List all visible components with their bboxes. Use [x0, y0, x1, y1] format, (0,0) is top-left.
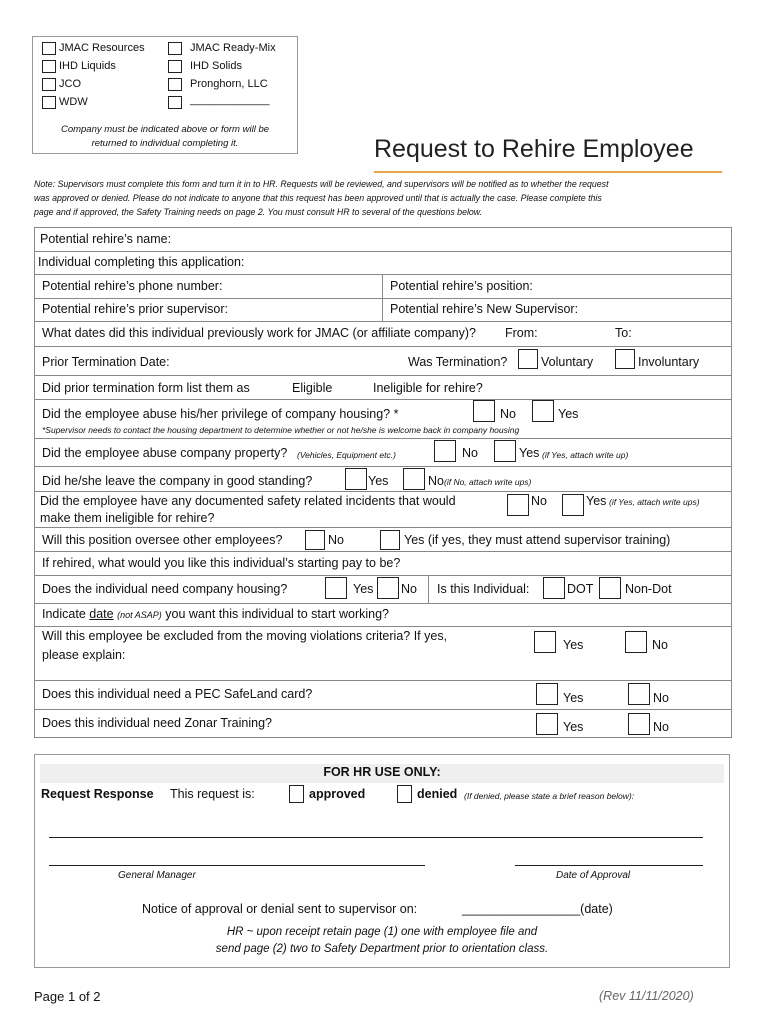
page-title: Request to Rehire Employee: [374, 135, 694, 163]
zonar-question: Does this individual need Zonar Training?: [42, 716, 272, 730]
checkbox-zonar-yes[interactable]: [536, 713, 558, 735]
yes-label: Yes: [519, 446, 540, 460]
position-field[interactable]: Potential rehire’s position:: [390, 279, 533, 293]
hr-footer-note: HR ~ upon receipt retain page (1) one with employee file and: [226, 926, 538, 938]
termination-date-field[interactable]: Prior Termination Date:: [42, 355, 170, 369]
voluntary-label: Voluntary: [541, 355, 594, 369]
company-label: JMAC Resources: [59, 42, 145, 54]
company-label: IHD Liquids: [59, 60, 116, 72]
safety-question: Did the employee have any documented safety related incidents that would: [40, 494, 456, 508]
yes-attach-ups-hint: (if Yes, attach write ups): [609, 497, 700, 507]
yes-label: Yes: [563, 638, 584, 652]
dot-label: DOT: [567, 582, 594, 596]
hr-footer-note: send page (2) two to Safety Department prior to orientation class.: [215, 943, 549, 955]
starting-pay-field[interactable]: If rehired, what would you like this individual’s starting pay to be?: [42, 556, 401, 570]
term-form-question: Did prior termination form list them as: [42, 381, 250, 395]
property-hint: (Vehicles, Equipment etc.): [297, 450, 396, 460]
not-asap-hint: (not ASAP): [117, 610, 162, 620]
need-housing-question: Does the individual need company housing?: [42, 582, 288, 596]
checkbox-zonar-no[interactable]: [628, 713, 650, 735]
note-text: page and if approved, the Safety Training needs on page 2. You must consult HR to several of the questions below.: [34, 207, 483, 217]
checkbox-safety-no[interactable]: [507, 494, 529, 516]
denied-label: denied: [417, 787, 458, 801]
involuntary-label: Involuntary: [638, 355, 700, 369]
checkbox-housing-no[interactable]: [473, 400, 495, 422]
checkbox-safety-yes[interactable]: [562, 494, 584, 516]
notice-date-field[interactable]: _________________(date): [462, 902, 613, 916]
yes-label: Yes: [558, 407, 579, 421]
oversee-question: Will this position oversee other employees?: [42, 533, 283, 547]
note-text: was approved or denied. Please do not indicate to anyone that this request has been approved until that is actually the case. Please complete this: [34, 193, 602, 203]
checkbox-need-housing-no[interactable]: [377, 577, 399, 599]
checkbox-moving-no[interactable]: [625, 631, 647, 653]
reason-line[interactable]: [49, 837, 703, 838]
eligible-option[interactable]: Eligible: [292, 381, 333, 395]
checkbox-jmac-ready-mix[interactable]: [168, 42, 182, 55]
prior-supervisor-field[interactable]: Potential rehire’s prior supervisor:: [42, 302, 228, 316]
company-label: JMAC Ready-Mix: [190, 42, 276, 54]
checkbox-ihd-solids[interactable]: [168, 60, 182, 73]
no-label: No: [462, 446, 478, 460]
revision-date: (Rev 11/11/2020): [599, 989, 694, 1003]
checkbox-standing-yes[interactable]: [345, 468, 367, 490]
moving-violations-question: Will this employee be excluded from the moving violations criteria? If yes,: [42, 629, 448, 643]
yes-label: Yes: [563, 720, 584, 734]
checkbox-oversee-no[interactable]: [305, 530, 325, 550]
ineligible-option[interactable]: Ineligible for rehire?: [373, 381, 483, 395]
yes-label: Yes: [368, 474, 389, 488]
no-label: No: [428, 474, 444, 488]
start-date-question: [42, 607, 389, 621]
checkbox-pec-no[interactable]: [628, 683, 650, 705]
checkbox-ihd-liquids[interactable]: [42, 60, 56, 73]
was-termination-label: Was Termination?: [408, 355, 508, 369]
company-label: Pronghorn, LLC: [190, 78, 268, 90]
property-abuse-question: Did the employee abuse company property?: [42, 446, 288, 460]
checkbox-non-dot[interactable]: [599, 577, 621, 599]
checkbox-wdw[interactable]: [42, 96, 56, 109]
yes-label: Yes: [353, 582, 374, 596]
no-label: No: [653, 720, 669, 734]
no-label: No: [531, 494, 547, 508]
yes-attach-hint: (if Yes, attach write up): [542, 450, 629, 460]
company-label: IHD Solids: [190, 60, 242, 72]
checkbox-denied[interactable]: [397, 785, 412, 803]
company-label: WDW: [59, 96, 88, 108]
no-label: No: [653, 691, 669, 705]
oversee-yes-label: Yes (if yes, they must attend supervisor training): [404, 533, 671, 547]
pec-question: Does this individual need a PEC SafeLand card?: [42, 687, 313, 701]
checkbox-dot[interactable]: [543, 577, 565, 599]
is-individual-label: Is this Individual:: [437, 582, 530, 596]
completing-field[interactable]: Individual completing this application:: [38, 255, 245, 269]
checkbox-need-housing-yes[interactable]: [325, 577, 347, 599]
request-is-label: This request is:: [170, 787, 255, 801]
checkbox-voluntary[interactable]: [518, 349, 538, 369]
note-text: Note: Supervisors must complete this form and turn it in to HR. Requests will be reviewed, and supervisors will be notified as to whether the request: [34, 179, 609, 189]
company-other-blank: _____________: [190, 94, 270, 106]
gm-label: General Manager: [118, 870, 196, 881]
new-supervisor-field[interactable]: Potential rehire’s New Supervisor:: [390, 302, 579, 316]
checkbox-property-no[interactable]: [434, 440, 456, 462]
good-standing-question: Did he/she leave the company in good standing?: [42, 474, 313, 488]
phone-field[interactable]: Potential rehire’s phone number:: [42, 279, 223, 293]
checkbox-jmac-resources[interactable]: [42, 42, 56, 55]
no-label: No: [401, 582, 417, 596]
safety-question: make them ineligible for rehire?: [40, 511, 215, 525]
checkbox-jco[interactable]: [42, 78, 56, 91]
checkbox-oversee-yes[interactable]: [380, 530, 400, 550]
no-attach-hint: (if No, attach write ups): [444, 477, 532, 487]
date-word: date: [89, 607, 114, 621]
request-response-label: Request Response: [41, 787, 154, 801]
checkbox-pec-yes[interactable]: [536, 683, 558, 705]
yes-label: Yes: [563, 691, 584, 705]
indicate-word: Indicate: [42, 607, 86, 621]
checkbox-pronghorn[interactable]: [168, 78, 182, 91]
checkbox-approved[interactable]: [289, 785, 304, 803]
dates-question: What dates did this individual previously work for JMAC (or affiliate company)?: [42, 326, 476, 340]
start-working-text: you want this individual to start working?: [165, 607, 389, 621]
notice-label: Notice of approval or denial sent to supervisor on:: [142, 902, 418, 916]
housing-note: *Supervisor needs to contact the housing department to determine whether or not he/she is welcome back in company housing: [42, 425, 520, 435]
checkbox-involuntary[interactable]: [615, 349, 635, 369]
yes-label: Yes: [586, 494, 607, 508]
title-underline: [374, 171, 722, 173]
hr-header: FOR HR USE ONLY:: [323, 765, 441, 779]
from-field[interactable]: From:: [505, 326, 538, 340]
company-note: returned to individual completing it.: [91, 138, 239, 149]
company-label: JCO: [59, 78, 81, 90]
to-field[interactable]: To:: [615, 326, 632, 340]
approved-label: approved: [309, 787, 366, 801]
checkbox-standing-no[interactable]: [403, 468, 425, 490]
company-note: Company must be indicated above or form will be: [60, 124, 270, 135]
non-dot-label: Non-Dot: [625, 582, 672, 596]
housing-abuse-question: Did the employee abuse his/her privilege of company housing? *: [42, 407, 399, 421]
approval-date-line[interactable]: [515, 865, 703, 866]
rehire-name-field[interactable]: Potential rehire’s name:: [40, 232, 172, 246]
no-label: No: [500, 407, 516, 421]
moving-violations-question: please explain:: [42, 648, 126, 662]
checkbox-other-company[interactable]: [168, 96, 182, 109]
page-number: Page 1 of 2: [34, 989, 101, 1004]
date-approval-label: Date of Approval: [556, 870, 631, 881]
checkbox-property-yes[interactable]: [494, 440, 516, 462]
checkbox-housing-yes[interactable]: [532, 400, 554, 422]
denied-hint: (If denied, please state a brief reason below):: [464, 791, 635, 801]
checkbox-moving-yes[interactable]: [534, 631, 556, 653]
no-label: No: [652, 638, 668, 652]
no-label: No: [328, 533, 344, 547]
gm-signature-line[interactable]: [49, 865, 425, 866]
